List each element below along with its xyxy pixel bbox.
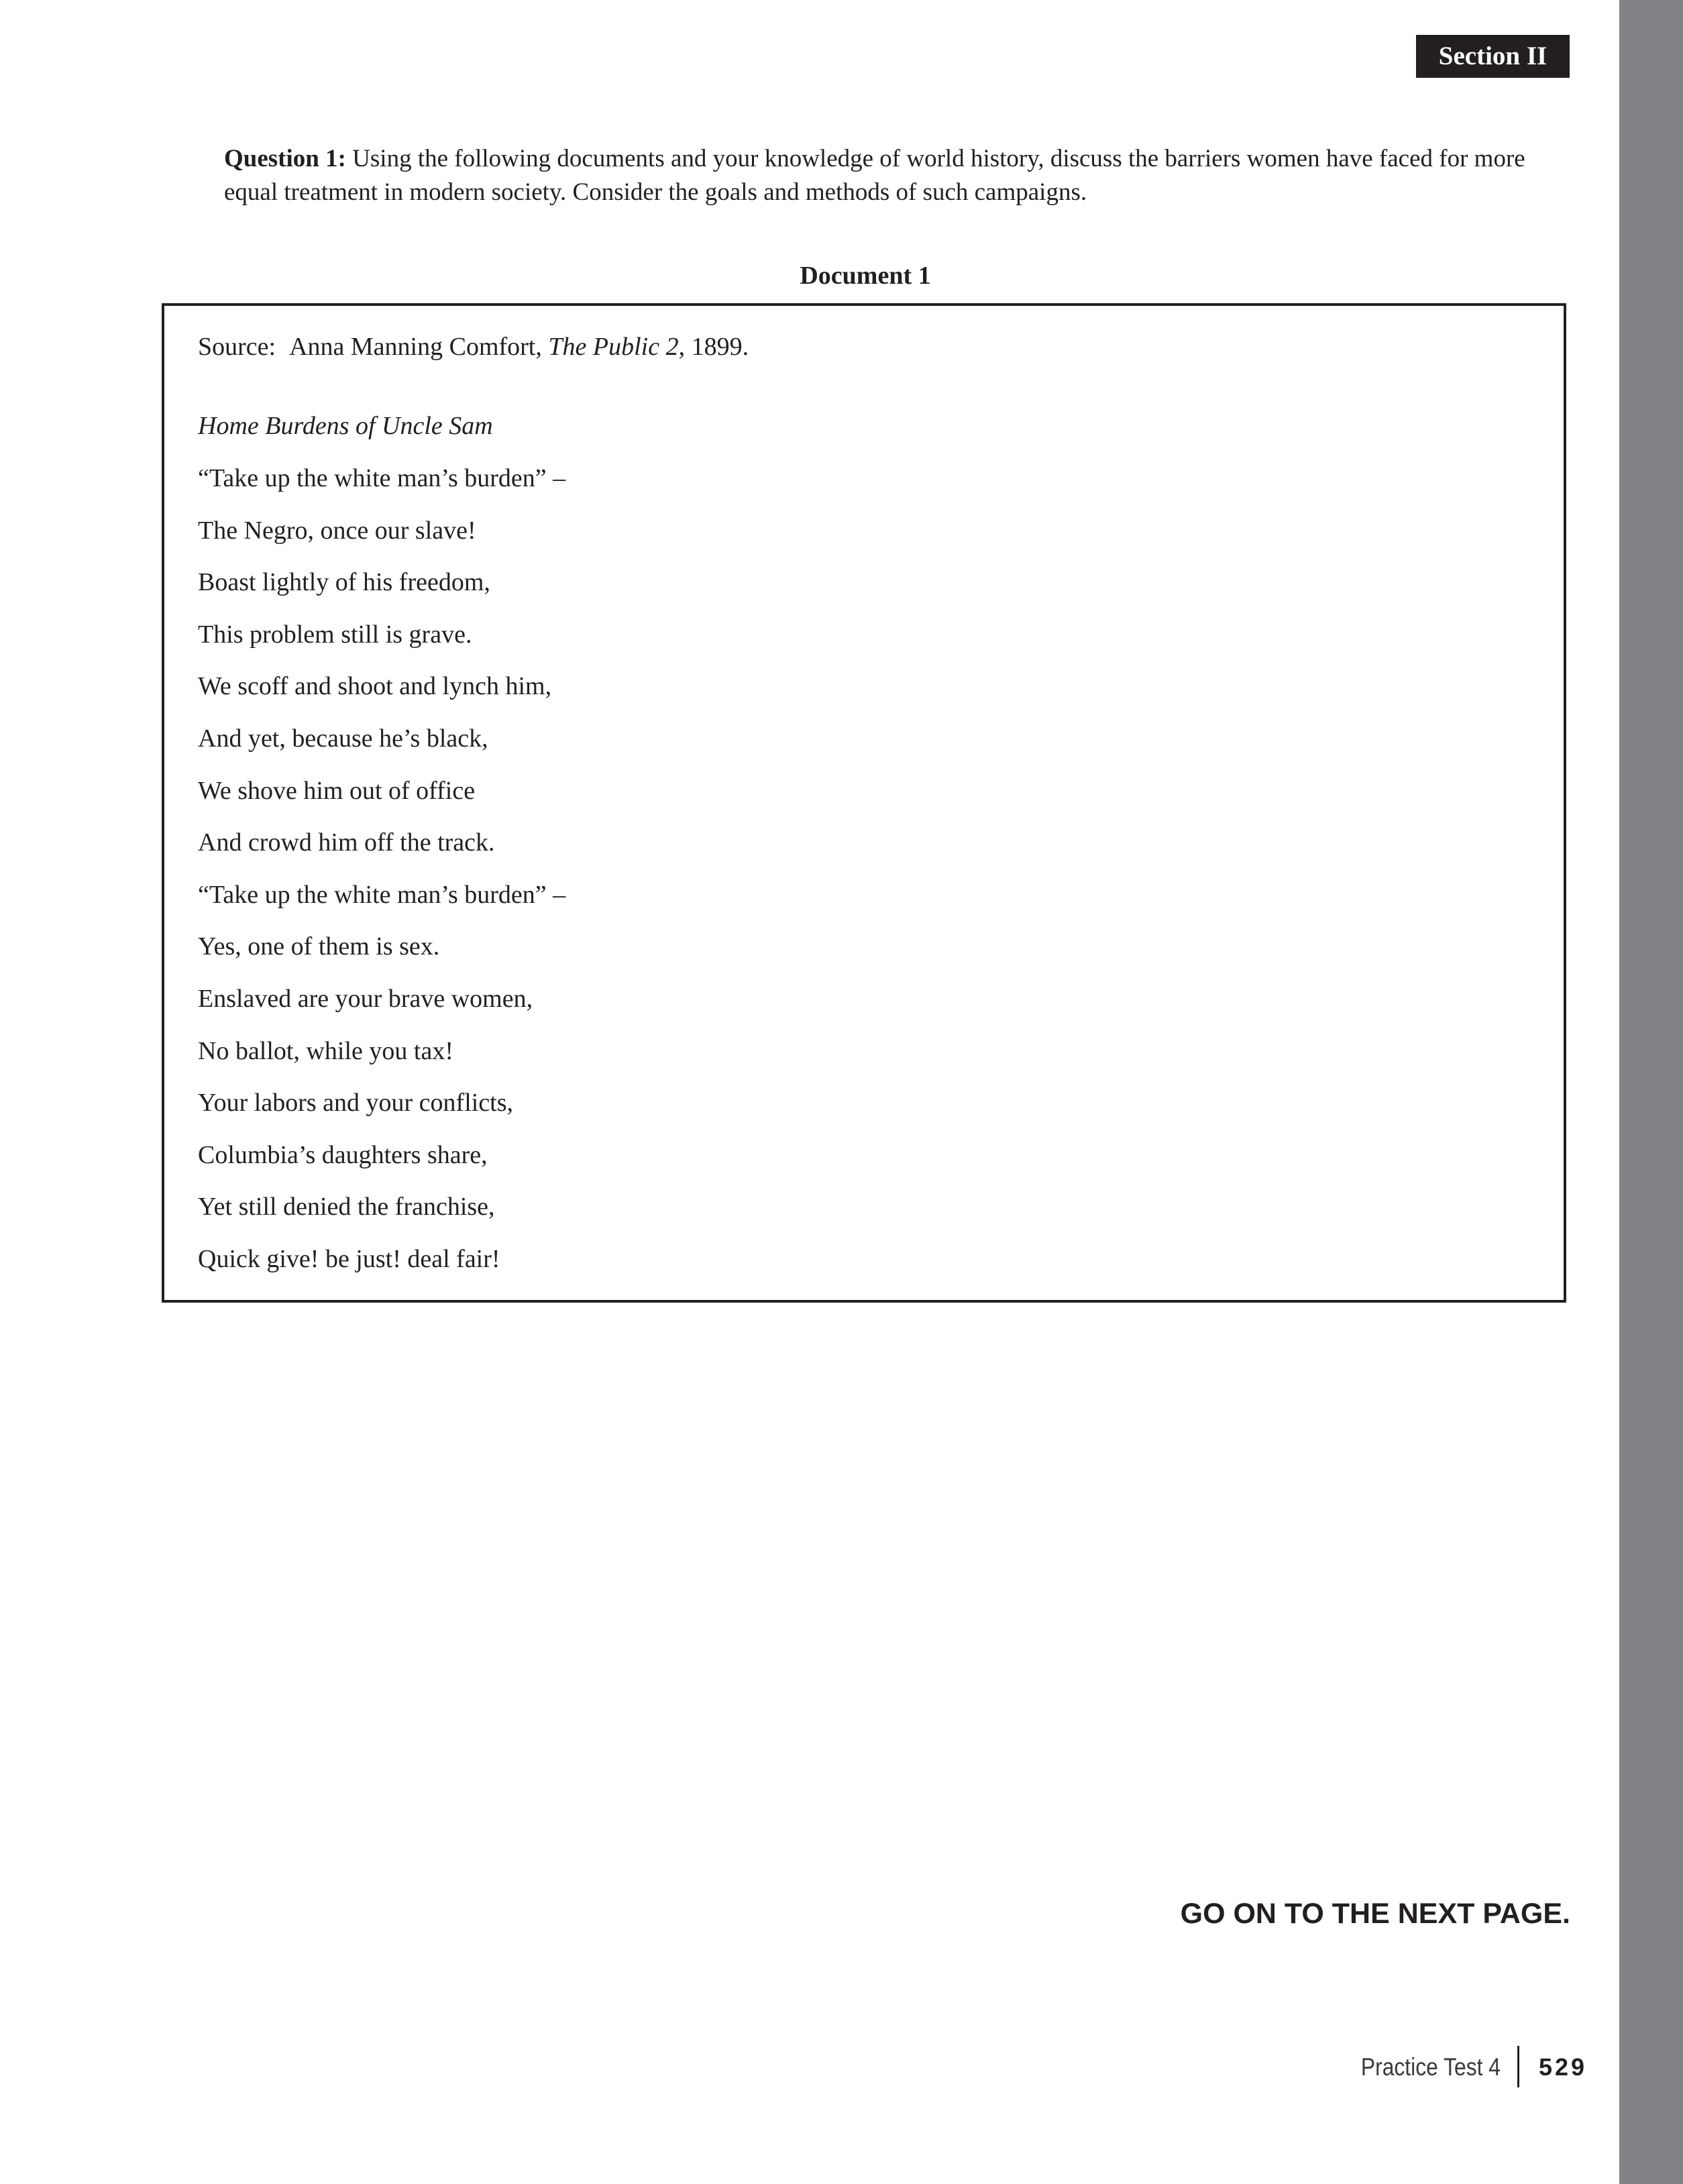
poem-line: And yet, because he’s black, <box>198 724 488 753</box>
poem-line: Boast lightly of his freedom, <box>198 568 490 597</box>
poem-title: Home Burdens of Uncle Sam <box>198 412 493 440</box>
poem-line: Quick give! be just! deal fair! <box>198 1244 500 1273</box>
source-year: , 1899. <box>678 333 749 361</box>
document-source <box>198 330 749 364</box>
poem-line: Columbia’s daughters share, <box>198 1140 488 1169</box>
page-edge-tab <box>1619 0 1683 2184</box>
question-label: Question 1: <box>224 145 346 172</box>
poem-line: “Take up the white man’s burden” – <box>198 464 566 492</box>
question-text: Using the following documents and your knowledge of world history, discuss the barriers women have faced for more equal treatment in modern society. Consider the goals and methods of such campaigns. <box>224 145 1525 206</box>
source-publication: The Public 2 <box>548 333 679 361</box>
poem-line: We scoff and shoot and lynch him, <box>198 672 552 701</box>
poem-line: Enslaved are your brave women, <box>198 984 533 1013</box>
document-title: Document 1 <box>800 262 931 290</box>
footer-divider <box>1517 2046 1519 2087</box>
poem-lines <box>198 461 565 1295</box>
poem-line: Yet still denied the franchise, <box>198 1193 495 1221</box>
poem-line: We shove him out of office <box>198 776 476 805</box>
poem-line: And crowd him off the track. <box>198 828 495 857</box>
poem-line: Yes, one of them is sex. <box>198 932 440 961</box>
poem-line: Your labors and your conflicts, <box>198 1089 514 1117</box>
poem-line: The Negro, once our slave! <box>198 516 476 545</box>
footer-test-label: Practice Test 4 <box>1360 2053 1501 2081</box>
poem-line: This problem still is grave. <box>198 620 472 649</box>
source-author: Anna Manning Comfort, <box>289 333 549 361</box>
poem-line: No ballot, while you tax! <box>198 1036 453 1065</box>
poem-line: “Take up the white man’s burden” – <box>198 880 566 909</box>
section-badge: Section II <box>1416 35 1570 78</box>
document-box <box>162 303 1566 1303</box>
source-label: Source: <box>198 333 276 361</box>
page-number: 529 <box>1539 2053 1588 2081</box>
go-on-notice: GO ON TO THE NEXT PAGE. <box>1180 1898 1570 1930</box>
question-prompt <box>224 142 1572 209</box>
